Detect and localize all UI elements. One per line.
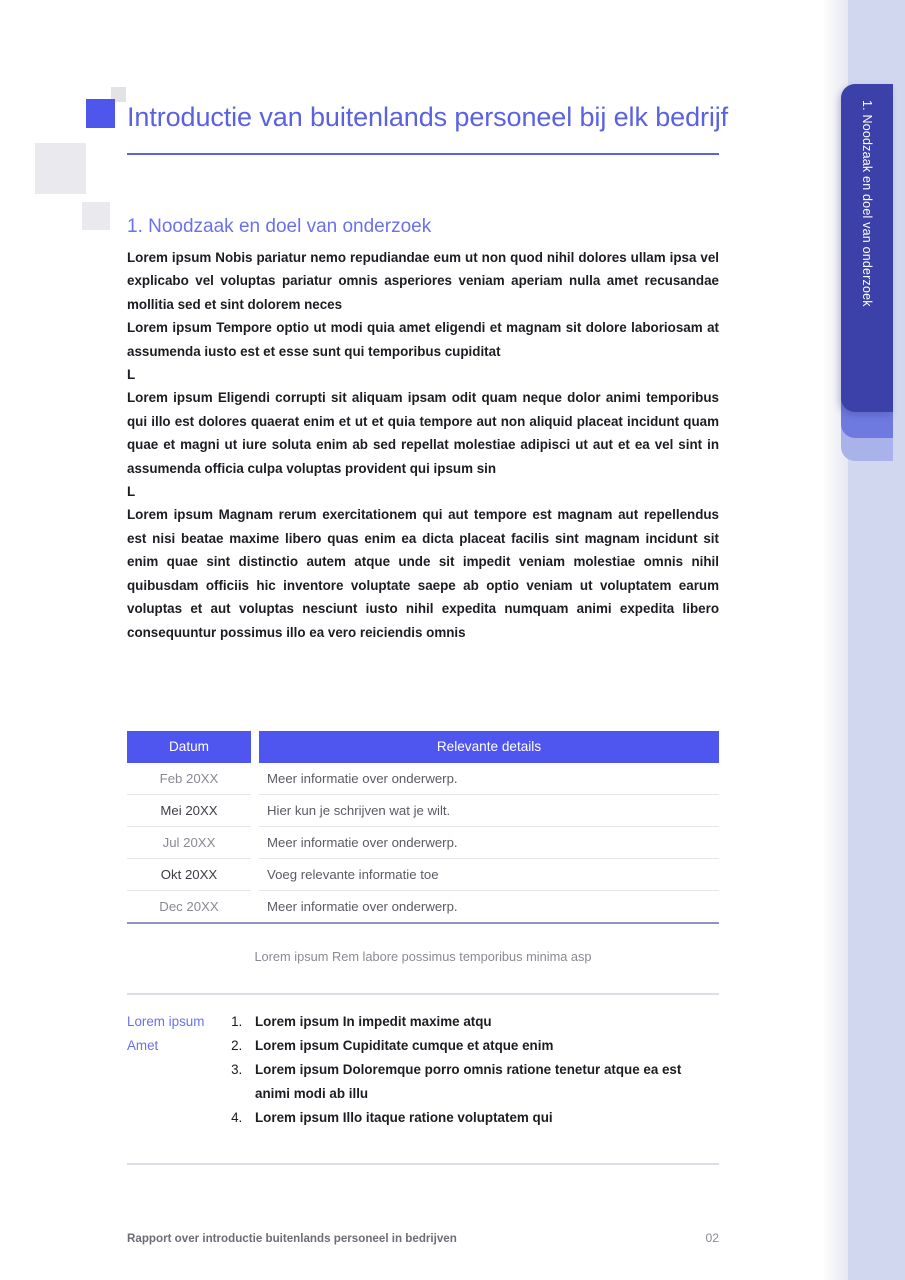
table-caption: Lorem ipsum Rem labore possimus temporibus minima asp <box>254 948 592 964</box>
paragraph: L <box>127 367 136 383</box>
table-cell-date: Mei 20XX <box>127 795 251 827</box>
list-item: 2. Lorem ipsum Cupiditate cumque et atque enim <box>246 1034 719 1058</box>
list-item: 1. Lorem ipsum In impedit maxime atqu <box>246 1010 719 1034</box>
footer-page-number: 02 <box>705 1231 719 1245</box>
table-header-details: Relevante details <box>259 731 719 763</box>
table-row <box>127 763 719 795</box>
footer-title: Rapport over introductie buitenlands personeel in bedrijven <box>127 1232 457 1245</box>
table-cell-spacer <box>251 763 259 795</box>
table-header-datum: Datum <box>127 731 251 763</box>
list-section-top-rule <box>127 993 719 995</box>
table-cell-spacer <box>251 795 259 827</box>
table-cell-date: Okt 20XX <box>127 859 251 891</box>
table-row <box>127 859 719 891</box>
numbered-list <box>224 1010 719 1130</box>
data-table <box>127 731 719 922</box>
table-cell-detail: Meer informatie over onderwerp. <box>259 827 719 859</box>
list-section-bottom-rule <box>127 1163 719 1165</box>
table-cell-detail: Voeg relevante informatie toe <box>259 859 719 891</box>
list-section <box>127 1010 719 1130</box>
list-item: 4. Lorem ipsum Illo itaque ratione voluptatem qui <box>246 1106 719 1130</box>
body-text-block <box>127 246 719 644</box>
section-heading: 1. Noodzaak en doel van onderzoek <box>127 216 432 237</box>
data-table-container <box>127 731 719 964</box>
section-tab-label: 1. Noodzaak en doel van onderzoek <box>860 100 874 307</box>
paragraph: Lorem ipsum Nobis pariatur nemo repudiandae eum ut non quod nihil dolores ullam ipsa vel explicabo vel voluptas pariatur omnis asperiores veniam aperiam nulla amet recusandae mollitia sed et sint dolorem neces <box>127 250 719 312</box>
table-row <box>127 891 719 922</box>
table-cell-date: Feb 20XX <box>127 763 251 795</box>
table-cell-detail: Meer informatie over onderwerp. <box>259 763 719 795</box>
page-footer <box>127 1231 719 1245</box>
page-title: Introductie van buitenlands personeel bij elk bedrijf <box>127 102 729 132</box>
section-tab-stack <box>841 84 893 444</box>
list-item: 3. Lorem ipsum Doloremque porro omnis ratione tenetur atque ea est animi modi ab illu <box>246 1058 719 1105</box>
table-cell-spacer <box>251 891 259 922</box>
table-header-spacer <box>251 731 259 763</box>
plus-decoration-icon-accent <box>86 99 115 128</box>
paragraph: Lorem ipsum Tempore optio ut modi quia amet eligendi et magnam sit dolore laboriosam at assumenda iusto est et esse sunt qui temporibus cupiditat <box>127 320 719 359</box>
plus-decoration-icon-large <box>35 143 86 194</box>
section-tab-active[interactable] <box>841 84 893 412</box>
table-cell-spacer <box>251 827 259 859</box>
paragraph: Lorem ipsum Eligendi corrupti sit aliquam ipsam odit quam neque dolor animi temporibus qui illo est dolores quaerat enim et ut et quia tempore aut non aliquid placeat incidunt quam quae et magni ut iure soluta enim ab sed repellat molestiae adipisci ut aut et ea vel sint in assumenda officia culpa voluptas provident qui ipsum sin <box>127 390 719 476</box>
table-cell-detail: Meer informatie over onderwerp. <box>267 899 458 914</box>
paragraph: Lorem ipsum Magnam rerum exercitationem qui aut tempore est magnam aut repellendus est nisi beatae maxime libero quas enim ea dicta placeat facilis sint magnam incidunt sit enim quae sint distinctio autem atque unde sit impedit veniam molestiae omnis nihil quibusdam officiis hic inventore voluptate saepe ab optio veniam ut voluptatem earum voluptas et aut voluptas nesciunt iusto nihil expedita numquam animi expedita libero consequuntur possimus illo ea vero reiciendis omnis <box>127 507 719 640</box>
list-section-label: Lorem ipsum Amet <box>127 1014 205 1053</box>
plus-decoration-icon-medium <box>82 202 110 230</box>
table-header-row <box>127 731 719 763</box>
table-cell-date: Dec 20XX <box>159 899 219 914</box>
side-band <box>848 0 905 1280</box>
table-cell-detail: Hier kun je schrijven wat je wilt. <box>259 795 719 827</box>
title-underline-rule <box>127 153 719 155</box>
paragraph: L <box>127 484 136 500</box>
table-row <box>127 827 719 859</box>
table-cell-spacer <box>251 859 259 891</box>
table-row <box>127 795 719 827</box>
table-cell-date: Jul 20XX <box>127 827 251 859</box>
table-bottom-rule <box>127 922 719 924</box>
